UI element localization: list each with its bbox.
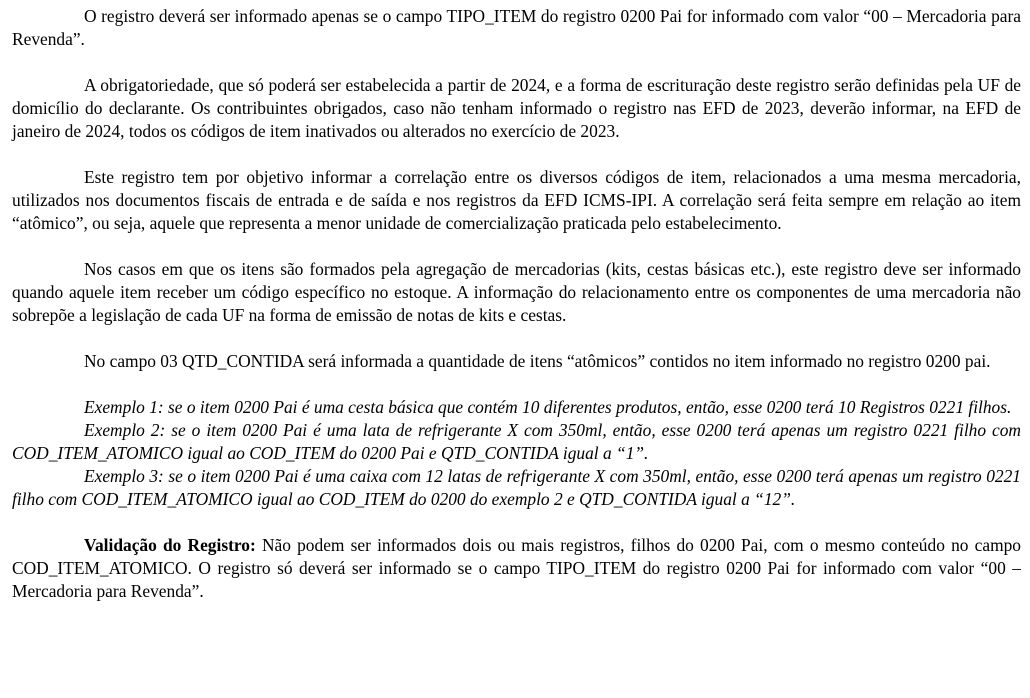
paragraph-objetivo: Este registro tem por objetivo informar a correlação entre os diversos códigos de item, relacionados a uma mesma mercadoria, utilizados nos documentos fiscais de entrada e de saída e nos registros da EFD ICMS-IPI. A correlação será feita sempre em relação ao item “atômico”, ou seja, aquele que representa a menor unidade de comercialização praticada pelo estabelecimento. xyxy=(12,167,1021,233)
paragraph-qtd-contida: No campo 03 QTD_CONTIDA será informada a quantidade de itens “atômicos” contidos no item informado no registro 0200 pai. xyxy=(84,351,991,371)
validation-text: Não podem ser informados dois ou mais registros, filhos do 0200 Pai, com o mesmo conteúdo no campo COD_ITEM_ATOMICO. O registro só deverá ser informado se o campo TIPO_ITEM do registro 0200 Pai for informado com valor “00 – Mercadoria para Revenda”. xyxy=(12,535,1021,601)
example-2: Exemplo 2: se o item 0200 Pai é uma lata de refrigerante X com 350ml, então, esse 0200 terá apenas um registro 0221 filho com COD_ITEM_ATOMICO igual ao COD_ITEM do 0200 Pai e QTD_CONTIDA igual a “1”. xyxy=(12,420,1021,463)
paragraph-kits: Nos casos em que os itens são formados pela agregação de mercadorias (kits, cestas básicas etc.), este registro deve ser informado quando aquele item receber um código específico no estoque. A informação do relacionamento entre os componentes de uma mercadoria não sobrepõe a legislação de cada UF na forma de emissão de notas de kits e cestas. xyxy=(12,259,1021,325)
paragraph-validacao xyxy=(12,534,1021,603)
document-page xyxy=(12,5,1021,603)
validation-label: Validação do Registro: xyxy=(84,535,256,555)
paragraph-tipo-item: O registro deverá ser informado apenas se o campo TIPO_ITEM do registro 0200 Pai for informado com valor “00 – Mercadoria para Revenda”. xyxy=(12,6,1021,49)
paragraph-obrigatoriedade: A obrigatoriedade, que só poderá ser estabelecida a partir de 2024, e a forma de escrituração deste registro serão definidas pela UF de domicílio do declarante. Os contribuintes obrigados, caso não tenham informado o registro nas EFD de 2023, deverão informar, na EFD de janeiro de 2024, todos os códigos de item inativados ou alterados no exercício de 2023. xyxy=(12,75,1021,141)
example-3: Exemplo 3: se o item 0200 Pai é uma caixa com 12 latas de refrigerante X com 350ml, então, esse 0200 terá apenas um registro 0221 filho com COD_ITEM_ATOMICO igual ao COD_ITEM do 0200 do exemplo 2 e QTD_CONTIDA igual a “12”. xyxy=(12,466,1021,509)
example-1: Exemplo 1: se o item 0200 Pai é uma cesta básica que contém 10 diferentes produtos, então, esse 0200 terá 10 Registros 0221 filhos. xyxy=(84,397,1012,417)
